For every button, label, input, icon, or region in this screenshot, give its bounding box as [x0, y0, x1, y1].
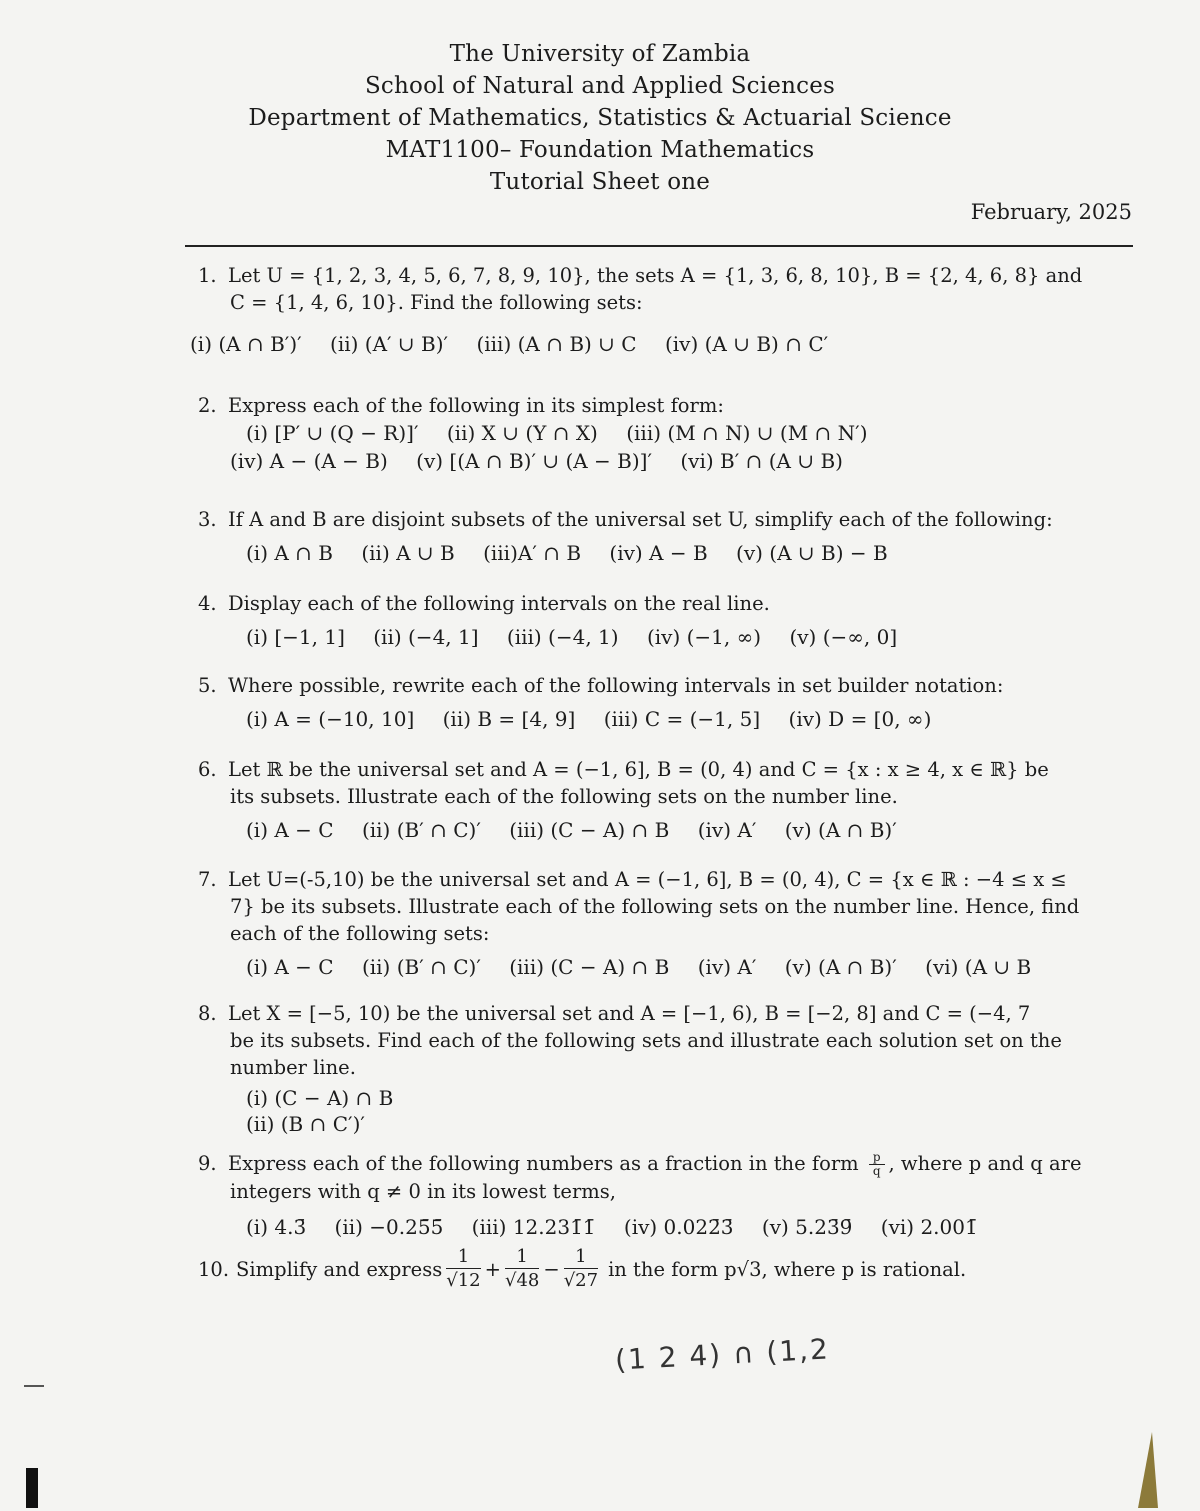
- question-text: each of the following sets:: [230, 922, 490, 945]
- question-text: Express each of the following in its simplest form:: [228, 394, 724, 417]
- part-item: (iii)A′ ∩ B: [483, 541, 582, 565]
- part-item: (vi) 2.001̄: [880, 1215, 978, 1239]
- question-parts: [198, 447, 1128, 475]
- question-parts: [198, 623, 1128, 651]
- part-item: (iv) A′: [697, 818, 757, 842]
- part-item: (vi) (A ∪ B: [925, 955, 1032, 979]
- question-parts: [198, 816, 1128, 844]
- fraction-1-over-root-48: $\frac{1}{√48}$: [504, 1246, 540, 1291]
- question-7: [198, 866, 1128, 981]
- part-item: (i) 4.3̄: [246, 1215, 307, 1239]
- question-text: Express each of the following numbers as a fraction in the form: [228, 1152, 865, 1175]
- part-item: (iv) A − B: [609, 541, 708, 565]
- minus-operator: −: [543, 1258, 560, 1281]
- question-5: [198, 672, 1128, 733]
- question-1: [190, 262, 1128, 358]
- question-text: 7} be its subsets. Illustrate each of the following sets on the number line. Hence, find: [230, 895, 1080, 918]
- scan-edge-mark: [24, 1385, 44, 1387]
- question-text: Simplify and express: [236, 1258, 443, 1281]
- question-number: 4.: [198, 592, 217, 615]
- scan-edge-mark: [26, 1468, 38, 1508]
- handwritten-note: (1 2 4) ∩ (1,2: [614, 1332, 831, 1377]
- part-item: (v) [(A ∩ B)′ ∪ (A − B)]′: [416, 449, 653, 473]
- part-item: (iv) A′: [697, 955, 757, 979]
- question-text: be its subsets. Find each of the following sets and illustrate each solution set on the: [230, 1029, 1062, 1052]
- question-parts: [198, 705, 1128, 733]
- fraction-1-over-root-12: $\frac{1}{√12}$: [446, 1246, 481, 1291]
- part-item: (ii) (A′ ∪ B)′: [330, 332, 449, 356]
- part-item: (iii) (−4, 1): [506, 625, 619, 649]
- question-10: [198, 1246, 1128, 1293]
- part-item: (v) 5.23̄9̄: [761, 1215, 853, 1239]
- question-number: 6.: [198, 758, 217, 781]
- question-number: 9.: [198, 1152, 217, 1175]
- part-item: (ii) −0.25̄5̄: [334, 1215, 444, 1239]
- document-header: [0, 38, 1200, 198]
- question-3: [198, 506, 1128, 567]
- question-parts: [198, 1213, 1128, 1241]
- question-text: Display each of the following intervals on the real line.: [228, 592, 770, 615]
- question-number: 2.: [198, 394, 217, 417]
- department-name: Department of Mathematics, Statistics & Actuarial Science: [248, 105, 952, 131]
- part-item: (ii) (B′ ∩ C)′: [361, 955, 481, 979]
- question-text: Where possible, rewrite each of the following intervals in set builder notation:: [228, 674, 1004, 697]
- question-parts: [198, 953, 1128, 981]
- document-date: February, 2025: [970, 200, 1132, 224]
- question-text: integers with q ≠ 0 in its lowest terms,: [230, 1180, 616, 1203]
- question-text: , where p and q are: [888, 1152, 1082, 1175]
- question-text: Let ℝ be the universal set and A = (−1, 6], B = (0, 4) and C = {x : x ≥ 4, x ∈ ℝ} be: [228, 758, 1049, 781]
- question-number: 1.: [198, 264, 217, 287]
- question-text: C = {1, 4, 6, 10}. Find the following sets:: [230, 291, 643, 314]
- question-text: Let U = {1, 2, 3, 4, 5, 6, 7, 8, 9, 10}, the sets A = {1, 3, 6, 8, 10}, B = {2, 4, 6, 8} and: [228, 264, 1083, 287]
- part-item: (iii) 12.231̄1̄: [471, 1215, 596, 1239]
- part-item: (i) [−1, 1]: [246, 625, 345, 649]
- school-name: School of Natural and Applied Sciences: [364, 73, 836, 99]
- question-number: 10.: [198, 1258, 230, 1281]
- part-item: (i) (A ∩ B′)′: [190, 332, 302, 356]
- part-item: (iii) (C − A) ∩ B: [509, 818, 670, 842]
- part-item: (ii) (B ∩ C′)′: [246, 1112, 365, 1136]
- part-item: (i) A − C: [246, 955, 334, 979]
- part-item: (iv) 0.022̄3̄: [623, 1215, 734, 1239]
- part-item: (iv) (−1, ∞): [646, 625, 762, 649]
- part-item: (ii) A ∪ B: [361, 541, 455, 565]
- question-number: 7.: [198, 868, 217, 891]
- sheet-title: Tutorial Sheet one: [489, 169, 711, 195]
- question-text: in the form p√3, where p is rational.: [608, 1258, 967, 1281]
- fraction-p-over-q: $\frac{p}{q}$: [869, 1151, 885, 1178]
- part-item: (iii) (M ∩ N) ∪ (M ∩ N′): [626, 421, 868, 445]
- question-4: [198, 590, 1128, 651]
- part-item: (iv) D = [0, ∞): [788, 707, 932, 731]
- part-item: (v) (A ∪ B) − B: [736, 541, 888, 565]
- question-text: Let U=(-5,10) be the universal set and A = (−1, 6], B = (0, 4), C = {x ∈ ℝ : −4 ≤ x ≤: [228, 868, 1067, 891]
- part-item: (ii) X ∪ (Y ∩ X): [446, 421, 598, 445]
- plus-operator: +: [484, 1258, 501, 1281]
- part-item: (i) (C − A) ∩ B: [246, 1086, 394, 1110]
- part-item: (ii) (−4, 1]: [373, 625, 479, 649]
- part-item: (i) A − C: [246, 818, 334, 842]
- pencil-tip-artifact: [1138, 1432, 1158, 1508]
- question-parts: [198, 539, 1128, 567]
- question-9: [198, 1150, 1128, 1241]
- question-number: 8.: [198, 1002, 217, 1025]
- header-divider: [185, 245, 1133, 247]
- question-text: number line.: [230, 1056, 356, 1079]
- part-item: (ii) B = [4, 9]: [442, 707, 576, 731]
- fraction-1-over-root-27: $\frac{1}{√27}$: [563, 1246, 599, 1291]
- question-parts: [198, 419, 1128, 447]
- part-item: (iii) (C − A) ∩ B: [509, 955, 670, 979]
- part-item: (iii) (A ∩ B) ∪ C: [476, 332, 637, 356]
- part-item: (v) (A ∩ B)′: [784, 818, 897, 842]
- question-text: its subsets. Illustrate each of the following sets on the number line.: [230, 785, 898, 808]
- university-name: The University of Zambia: [449, 41, 751, 67]
- part-item: (i) [P′ ∪ (Q − R)]′: [246, 421, 419, 445]
- part-item: (v) (A ∩ B)′: [784, 955, 897, 979]
- question-text: Let X = [−5, 10) be the universal set and A = [−1, 6), B = [−2, 8] and C = (−4, 7: [228, 1002, 1031, 1025]
- question-parts: [190, 330, 1128, 358]
- question-number: 3.: [198, 508, 217, 531]
- question-text: If A and B are disjoint subsets of the universal set U, simplify each of the following:: [228, 508, 1053, 531]
- part-item: (ii) (B′ ∩ C)′: [361, 818, 481, 842]
- part-item: (vi) B′ ∩ (A ∪ B): [680, 449, 843, 473]
- part-item: (i) A ∩ B: [246, 541, 333, 565]
- part-item: (v) (−∞, 0]: [789, 625, 898, 649]
- question-6: [198, 756, 1128, 844]
- question-8: [198, 1000, 1128, 1137]
- part-item: (iv) A − (A − B): [230, 449, 388, 473]
- part-item: (iv) (A ∪ B) ∩ C′: [664, 332, 829, 356]
- part-item: (iii) C = (−1, 5]: [603, 707, 761, 731]
- question-2: [198, 392, 1128, 475]
- part-item: (i) A = (−10, 10]: [246, 707, 415, 731]
- course-title: MAT1100– Foundation Mathematics: [385, 137, 815, 163]
- question-number: 5.: [198, 674, 217, 697]
